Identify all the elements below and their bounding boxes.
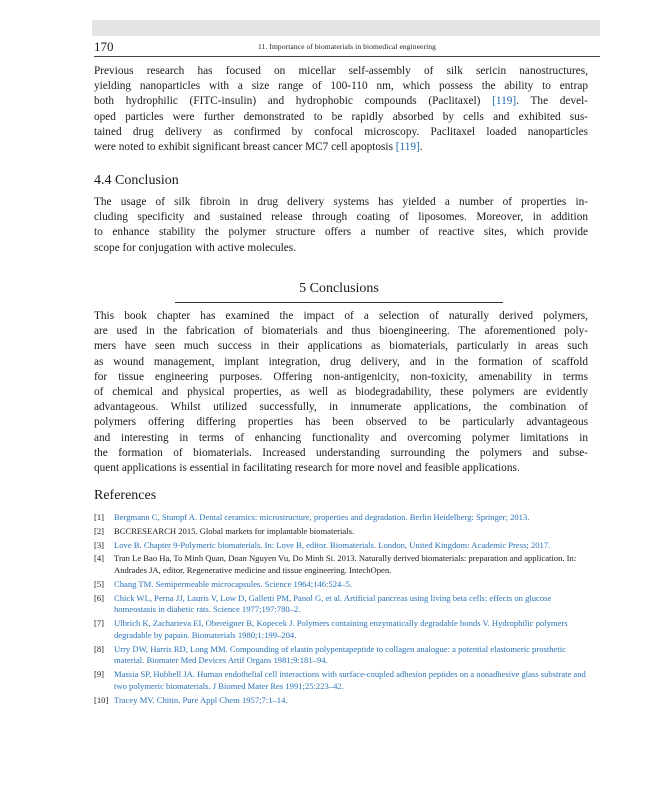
reference-item [94,553,586,576]
reference-number: [1] [94,512,105,522]
reference-text: BCCRESEARCH 2015. Global markets for implantable biomaterials. [114,525,355,536]
section-heading-5: 5 Conclusions [175,281,503,303]
reference-link[interactable]: Ulbrich K, Zacharieva EI, Obereigner B, Kopecek J. Polymers containing enzymatically degradable bonds V. Hydrophilic polymers degradable by papain. Biomaterials 1980;1:199–204. [114,618,568,640]
reference-number: [7] [94,618,105,629]
reference-number: [10] [94,694,109,705]
reference-number: [4] [94,553,105,564]
text-line: the formation of biomaterials. Increased understanding surrounding the polymers and subse- [94,446,588,459]
text-line: Previous research has focused on micellar self-assembly of silk sericin nanostructures, [94,65,588,77]
text-line: This book chapter has examined the impact of a selection of naturally derived polymers, [94,310,588,322]
reference-number: [8] [94,643,105,654]
top-band [92,20,600,36]
reference-number: [2] [94,525,105,536]
citation-link[interactable]: [119] [395,141,420,154]
paragraph-silk-fibroin [94,195,588,256]
text-line: to enhance stability the polymer structure offers a number of reactive sites, which provide [94,226,588,239]
reference-link[interactable]: Love B. Chapter 9-Polymeric biomaterials. In: Love B, editor. Biomaterials. London, United Kingdom: Academic Press; 2017. [114,539,551,550]
reference-text: Tran Le Bao Ha, To Minh Quan, Doan Nguyen Vu, Do Minh Si. 2013. Naturally derived biomaterials: preparation and application. In: Andrades JA, editor. Regenerative medicine and tissue engineering. IntechOpen. [114,553,577,576]
reference-item [94,526,586,538]
paragraph-conclusions [94,309,588,476]
running-head: 11. Importance of biomaterials in biomedical engineering [258,42,436,51]
reference-item [94,669,586,692]
text-line: and interesting in terms of enhancing functionality and overcoming polymer limitations in [94,431,588,444]
text-line: yielding nanoparticles with a size range of 100-110 nm, which possess the ability to entrap [94,80,588,93]
reference-link[interactable]: Massia SP, Hubbell JA. Human endothelial cell interactions with surface-coupled adhesion peptides on a nonadhesive glass substrate and two polymeric biomaterials. J Biomed Mater Res 1991;25:223–42. [114,669,586,691]
text-line: oped particles were further demonstrated to be rapidly absorbed by cells and exhibited sus- [94,110,588,123]
text-line: both hydrophilic (FITC-insulin) and hydrophobic compounds (Paclitaxel) [119]. The devel- [94,95,589,108]
reference-link[interactable]: Tracey MV. Chitin. Pure Appl Chem 1957;7:1–14. [114,694,288,705]
reference-number: [6] [94,592,105,603]
paragraph-sericin [94,64,588,155]
reference-link[interactable]: Chick WL, Perna JJ, Lauris V, Low D, Galletti PM, Panol G, et al. Artificial pancreas using living beta cells: effects on glucose homeostasis in diabetic rats. Science 1977;197:780–2. [114,592,552,615]
reference-link[interactable]: Urry DW, Harris RD, Long MM. Compounding of elastin polypentapeptide to collagen analogue: a potential elastomeric prosthetic material. Biomater Med Devices Artif Organs 1981;9:181–94. [114,643,566,666]
reference-item [94,618,586,641]
reference-item [94,512,586,524]
page-header [94,38,600,57]
citation-link[interactable]: [119] [492,95,517,108]
text-line: for tissue engineering purposes. Offering non-antigenicity, non-toxicity, amenability in terms [94,370,588,383]
section-heading-4-4: 4.4 Conclusion [94,173,179,188]
reference-number: [5] [94,578,105,589]
reference-item [94,540,586,552]
text-line: as wound management, implant integration, drug delivery, and in the formation of scaffold [94,355,588,368]
text-line: were noted to exhibit significant breast cancer MC7 cell apoptosis [119]. [94,141,423,154]
text-line: cluding specificity and sustained release through coating of liposomes. Moreover, in addition [94,211,588,224]
reference-item [94,579,586,591]
text-line: quent applications is essential in facilitating research for more novel and feasible applications. [94,462,520,475]
page-number: 170 [94,39,114,54]
text-line: polymers offering differing properties has been observed to be particularly advantageous [94,416,588,429]
text-line: mers have seen much success in their applications as biomaterials, particularly in areas such [94,340,588,353]
text-line: tained drug delivery as confirmed by confocal microscopy. Paclitaxel loaded nanoparticles [94,125,588,138]
text-line: scope for conjugation with active molecules. [94,241,297,254]
reference-item [94,593,586,616]
references-list [94,512,586,708]
reference-link[interactable]: Chang TM. Semipermeable microcapsules. Science 1964;146:524–5. [114,578,353,589]
reference-number: [3] [94,539,105,550]
reference-item [94,644,586,667]
reference-number: [9] [94,669,105,680]
text-line: advantageous. Whilst utilized successfully, in innumerate applications, the combination of [94,401,588,414]
references-heading: References [94,488,157,503]
text-line: are used in the fabrication of biomaterials and thus bioengineering. The aforementioned poly- [94,325,588,338]
text-line: of chemical and physical properties, as well as biodegradability, these polymers are evidently [94,386,588,399]
text-line: The usage of silk fibroin in drug delivery systems has yielded a number of properties in- [94,196,588,208]
reference-link[interactable]: Bergmann C, Stumpf A. Dental ceramics: microstructure, properties and degradation. Berlin Heidelberg: Springer; 2013. [114,512,530,522]
reference-item [94,695,586,707]
